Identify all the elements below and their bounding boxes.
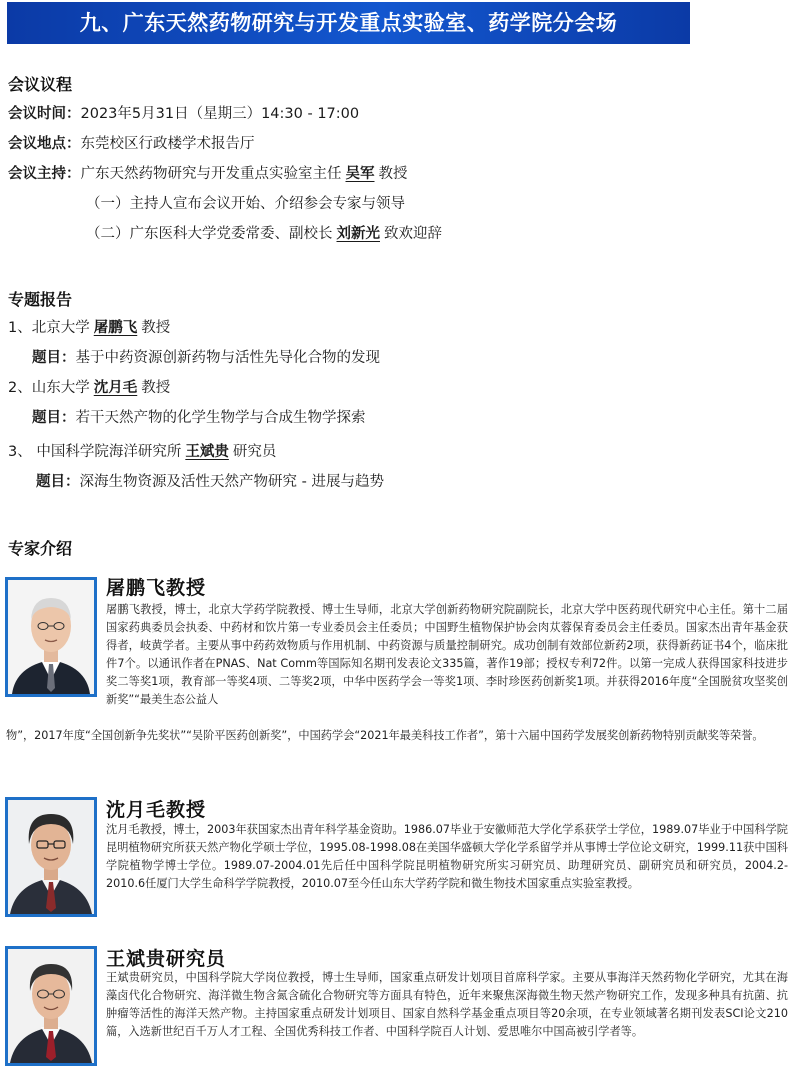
report-1-title: 教授 <box>141 320 171 336</box>
agenda-item-2-suffix: 致欢迎辞 <box>384 226 442 242</box>
meeting-time <box>8 104 359 124</box>
experts-heading: 专家介绍 <box>8 539 73 558</box>
report-3-affiliation: 3、 中国科学院海洋研究所 <box>8 444 182 460</box>
topic-label: 题目： <box>36 474 80 490</box>
report-3-topic: 深海生物资源及活性天然产物研究 - 进展与趋势 <box>79 474 384 490</box>
agenda-item-2 <box>86 224 442 244</box>
reports-heading: 专题报告 <box>8 290 73 309</box>
agenda-item-2-prefix: （二）广东医科大学党委常委、副校长 <box>86 226 333 242</box>
time-value: 2023年5月31日（星期三）14:30 - 17:00 <box>80 106 360 122</box>
expert-bio-1-continued: 物”，2017年度“全国创新争先奖状”“吴阶平医药创新奖”，中国药学会“2021年最美科技工作者”，第十六届中国药学发展奖创新药物特别贡献奖等荣誉。 <box>6 729 764 742</box>
host-suffix: 教授 <box>378 166 408 182</box>
expert-bio-2: 沈月毛教授，博士，2003年获国家杰出青年科学基金资助。1986.07毕业于安徽师范大学化学系获学士学位，1989.07毕业于中国科学院昆明植物研究所获天然产物化学硕士学位，1995.08-1998.08在美国华盛顿大学化学系留学并从事博士学位论文研究，1999.11获中国科学院植物学博士学位。1989.07-2004.01先后任中国科学院昆明植物研究所实习研究员、助理研究员、副研究员和研究员，2004.2-2010.6任厦门大学生命科学学院教授，2010.07至今任山东大学药学院和微生物技术国家重点实验室教授。 <box>106 823 788 890</box>
topic-label: 题目： <box>32 410 76 426</box>
expert-name-3: 王斌贵研究员 <box>106 948 227 970</box>
portrait-tu <box>8 580 94 694</box>
portrait-wang <box>8 949 94 1063</box>
expert-photo-shen <box>5 797 97 917</box>
agenda-item-1: （一）主持人宣布会议开始、介绍参会专家与领导 <box>86 196 405 212</box>
host-title: 广东天然药物研究与开发重点实验室主任 <box>80 166 342 182</box>
expert-photo-tu <box>5 577 97 697</box>
meeting-host <box>8 164 408 184</box>
welcome-speaker-name: 刘新光 <box>336 226 380 242</box>
report-topic-1 <box>32 348 380 368</box>
report-1-name: 屠鹏飞 <box>93 320 138 336</box>
report-3-title: 研究员 <box>232 444 277 460</box>
report-2-title: 教授 <box>141 380 171 396</box>
report-topic-3 <box>36 472 384 492</box>
report-1-affiliation: 1、北京大学 <box>8 320 90 336</box>
place-label: 会议地点： <box>8 136 81 152</box>
expert-name-1: 屠鹏飞教授 <box>106 577 207 599</box>
report-topic-2 <box>32 408 366 428</box>
expert-bio-1: 屠鹏飞教授，博士，北京大学药学院教授、博士生导师，北京大学创新药物研究院副院长，北京大学中医药现代研究中心主任。第十二届国家药典委员会执委、中药材和饮片第一专业委员会主任委员；中国野生植物保护协会肉苁蓉保育委员会主任委员。国家杰出青年基金获得者，岐黄学者。主要从事中药药效物质与作用机制、中药资源与质量控制研究。成功创制有效部位新药2项，获得新药证书4个，临床批件7个。以通讯作者在PNAS、Nat Comm等国际知名期刊发表论文335篇，著作19部；授权专利72件。以第一完成人获得国家科技进步奖二等奖1项，教育部一等奖4项、二等奖2项，中华中医药学会一等奖1项、李时珍医药创新奖1项。并获得2016年度“全国脱贫攻坚奖创新奖”“最美生态公益人 <box>106 603 788 706</box>
expert-name-2: 沈月毛教授 <box>106 799 207 821</box>
report-speaker-1 <box>8 318 170 338</box>
expert-bio-3: 王斌贵研究员，中国科学院大学岗位教授，博士生导师，国家重点研发计划项目首席科学家。主要从事海洋天然药物化学研究，尤其在海藻卤代化合物研究、海洋微生物含氮含硫化合物研究等方面具有特色，近年来聚焦深海微生物天然产物研究工作，发现多种具有抗菌、抗肿瘤等活性的海洋天然产物。主持国家重点研发计划项目、国家自然科学基金重点项目等20余项，在专业领域著名期刊发表SCI论文210篇，入选新世纪百千万人才工程、全国优秀科技工作者、中国科学院百人计划、爱思唯尔中国高被引学者等。 <box>106 971 788 1038</box>
report-3-name: 王斌贵 <box>185 444 229 460</box>
agenda-heading: 会议议程 <box>8 75 73 94</box>
report-2-name: 沈月毛 <box>93 380 138 396</box>
place-value: 东莞校区行政楼学术报告厅 <box>80 136 255 152</box>
expert-photo-wang <box>5 946 97 1066</box>
report-1-topic: 基于中药资源创新药物与活性先导化合物的发现 <box>75 350 380 366</box>
portrait-shen <box>8 800 94 914</box>
time-label: 会议时间： <box>8 106 81 122</box>
meeting-place <box>8 134 255 154</box>
session-banner: 九、广东天然药物研究与开发重点实验室、药学院分会场 <box>7 2 690 44</box>
report-speaker-2 <box>8 378 170 398</box>
report-speaker-3 <box>8 442 276 462</box>
report-2-affiliation: 2、山东大学 <box>8 380 90 396</box>
topic-label: 题目： <box>32 350 76 366</box>
report-2-topic: 若干天然产物的化学生物学与合成生物学探索 <box>75 410 366 426</box>
host-label: 会议主持： <box>8 166 81 182</box>
host-name: 吴军 <box>345 166 375 182</box>
